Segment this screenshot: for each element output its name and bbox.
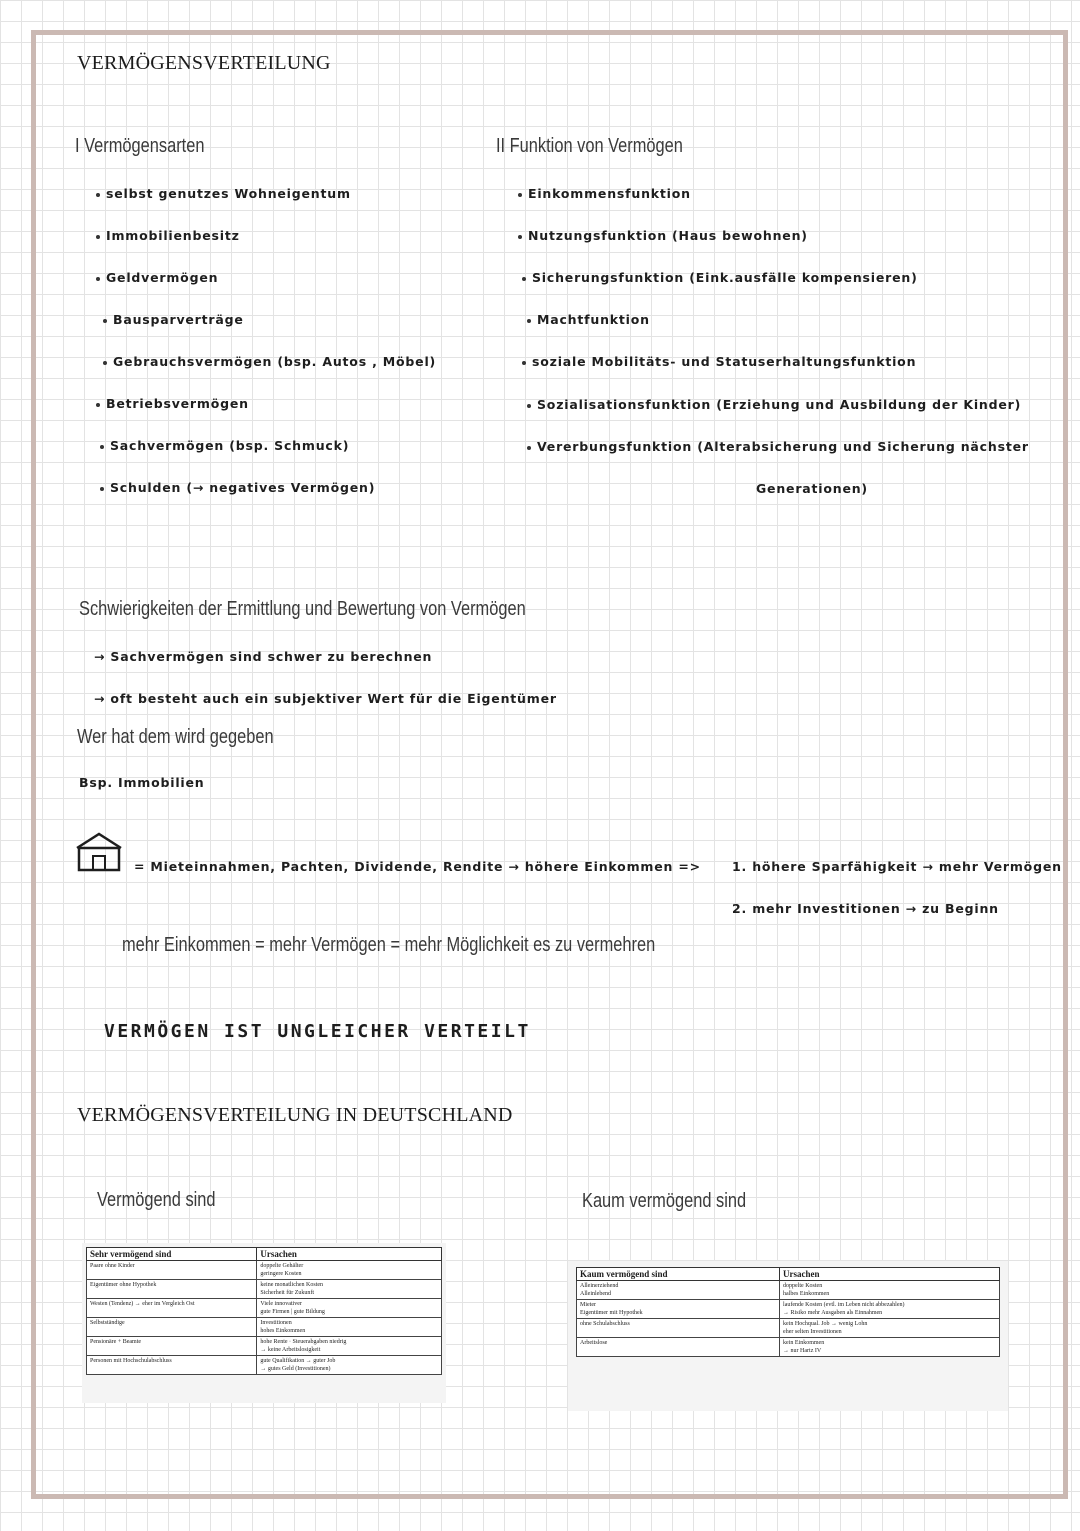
table-row	[87, 1261, 442, 1280]
table-header: Ursachen	[780, 1268, 1000, 1281]
schwierigkeiten-line: → Sachvermögen sind schwer zu berechnen	[94, 649, 433, 664]
table-row	[577, 1281, 1000, 1300]
table-cell-group: Mieter Eigentümer mit Hypothek	[577, 1300, 780, 1319]
section-wer-hat-heading: Wer hat dem wird gegeben	[77, 726, 274, 748]
table-header: Kaum vermögend sind	[577, 1268, 780, 1281]
list-item: Betriebsvermögen	[96, 396, 249, 411]
table-row	[87, 1299, 442, 1318]
vermoegend-table-card	[82, 1243, 446, 1403]
section-vermoegensarten-heading: I Vermögensarten	[75, 135, 205, 157]
kaum-vermoegend-table	[576, 1267, 1000, 1357]
table-cell-reason: doppelte Kosten halbes Einkommen	[780, 1281, 1000, 1300]
table-header: Sehr vermögend sind	[87, 1248, 257, 1261]
funktion-continuation: Generationen)	[756, 481, 868, 496]
house-icon	[76, 832, 122, 872]
table-cell-reason: kein Hochqual. Job → wenig Lohn eher selten Investitionen	[780, 1319, 1000, 1338]
table-cell-reason: gute Qualifikation → guter Job → gutes Geld (Investitionen)	[257, 1356, 442, 1375]
list-item: Schulden (→ negatives Vermögen)	[100, 480, 375, 495]
table-cell-group: Eigentümer ohne Hypothek	[87, 1280, 257, 1299]
section-funktion-heading: II Funktion von Vermögen	[496, 135, 683, 157]
table-row	[577, 1319, 1000, 1338]
table-cell-group: Alleinerziehend Alleinlebend	[577, 1281, 780, 1300]
kaum-vermoegend-heading: Kaum vermögend sind	[582, 1190, 747, 1212]
table-cell-group: Arbeitslose	[577, 1338, 780, 1357]
list-item: Sozialisationsfunktion (Erziehung und Ausbildung der Kinder)	[527, 397, 1021, 412]
table-row	[87, 1318, 442, 1337]
list-item: Immobilienbesitz	[96, 228, 240, 243]
vermoegend-table	[86, 1247, 442, 1375]
table-row	[577, 1300, 1000, 1319]
table-cell-group: ohne Schulabschluss	[577, 1319, 780, 1338]
table-header: Ursachen	[257, 1248, 442, 1261]
table-cell-reason: keine monatlichen Kosten Sicherheit für Zukunft	[257, 1280, 442, 1299]
list-item: Nutzungsfunktion (Haus bewohnen)	[518, 228, 808, 243]
conclusion-line: VERMÖGEN IST UNGLEICHER VERTEILT	[104, 1021, 531, 1042]
table-row	[87, 1356, 442, 1375]
income-chain: = Mieteinnahmen, Pachten, Dividende, Rendite → höhere Einkommen =>	[134, 859, 701, 874]
table-cell-group: Selbstständige	[87, 1318, 257, 1337]
vermoegend-heading: Vermögend sind	[97, 1189, 216, 1211]
list-item: selbst genutzes Wohneigentum	[96, 186, 351, 201]
table-row	[577, 1338, 1000, 1357]
list-item: Vererbungsfunktion (Alterabsicherung und Sicherung nächster	[527, 439, 1029, 454]
list-item: Machtfunktion	[527, 312, 650, 327]
schwierigkeiten-line: → oft besteht auch ein subjektiver Wert für die Eigentümer	[94, 691, 557, 706]
table-cell-reason: laufende Kosten (evtl. im Leben nicht abbezahlen) → Risiko mehr Ausgaben als Einnahmen	[780, 1300, 1000, 1319]
table-cell-group: Westen (Tendenz) → eher im Vergleich Ost	[87, 1299, 257, 1318]
section-deutschland-title: VERMÖGENSVERTEILUNG IN DEUTSCHLAND	[77, 1104, 513, 1126]
list-item: Sachvermögen (bsp. Schmuck)	[100, 438, 349, 453]
table-cell-group: Pensionäre + Beamte	[87, 1337, 257, 1356]
example-label: Bsp. Immobilien	[79, 775, 205, 790]
list-item: Gebrauchsvermögen (bsp. Autos , Möbel)	[103, 354, 436, 369]
list-item: Sicherungsfunktion (Eink.ausfälle kompensieren)	[522, 270, 918, 285]
page-title: VERMÖGENSVERTEILUNG	[77, 52, 331, 74]
list-item: Einkommensfunktion	[518, 186, 691, 201]
result-line: 2. mehr Investitionen → zu Beginn	[732, 901, 999, 916]
table-cell-reason: hohe Rente · Steuerabgaben niedrig → keine Arbeitslosigkeit	[257, 1337, 442, 1356]
table-cell-reason: doppelte Gehälter geringere Kosten	[257, 1261, 442, 1280]
table-cell-group: Personen mit Hochschulabschluss	[87, 1356, 257, 1375]
table-cell-reason: Viele innovativer gute Firmen | gute Bildung	[257, 1299, 442, 1318]
table-cell-reason: Investitionen hohes Einkommen	[257, 1318, 442, 1337]
section-schwierigkeiten-heading: Schwierigkeiten der Ermittlung und Bewertung von Vermögen	[79, 598, 526, 620]
result-line: 1. höhere Sparfähigkeit → mehr Vermögen	[732, 859, 1062, 874]
list-item: soziale Mobilitäts- und Statuserhaltungsfunktion	[522, 354, 916, 369]
summary-line: mehr Einkommen = mehr Vermögen = mehr Möglichkeit es zu vermehren	[122, 934, 656, 956]
list-item: Geldvermögen	[96, 270, 218, 285]
list-item: Bausparverträge	[103, 312, 244, 327]
kaum-vermoegend-table-card	[568, 1261, 1008, 1411]
table-cell-group: Paare ohne Kinder	[87, 1261, 257, 1280]
table-row	[87, 1337, 442, 1356]
table-row	[87, 1280, 442, 1299]
table-cell-reason: kein Einkommen → nur Hartz IV	[780, 1338, 1000, 1357]
